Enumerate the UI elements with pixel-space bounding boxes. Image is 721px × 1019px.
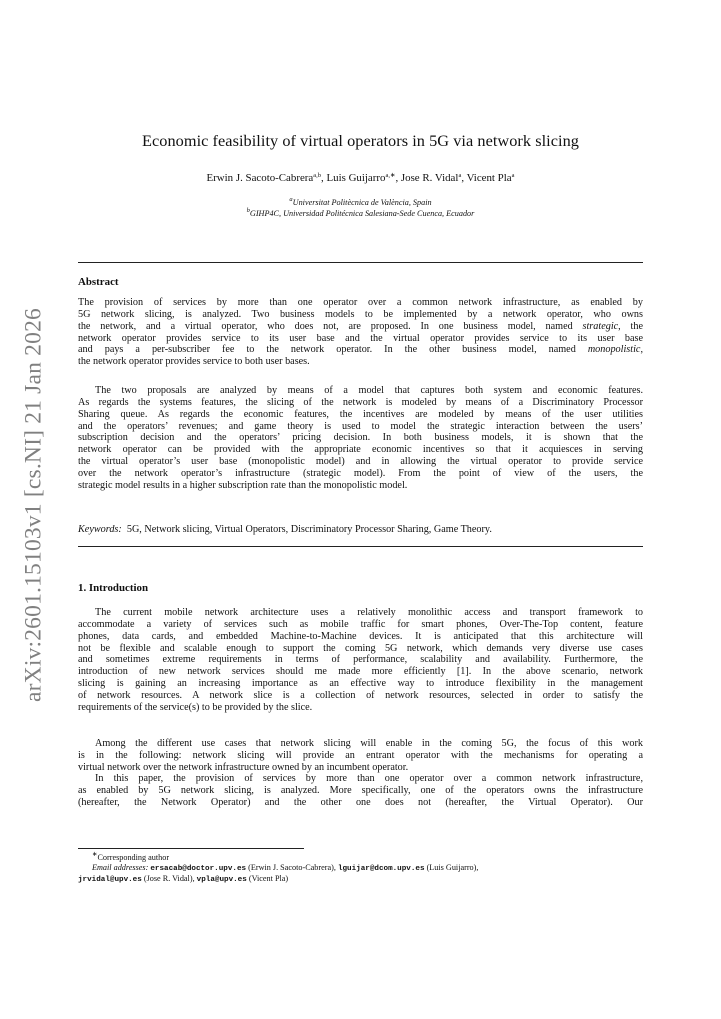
email-owner: (Erwin J. Sacoto-Cabrera), xyxy=(248,863,338,872)
paragraph-line: Among the different use cases that network slicing will enable in the coming 5G, the focus of this work xyxy=(95,738,643,749)
paragraph-line: The provision of services by more than one operator over a common network infrastructure, as enabled by xyxy=(78,297,643,308)
email-owner: (Jose R. Vidal), xyxy=(143,874,197,883)
paragraph-line: requirements of the service(s) to be provided by the slice. xyxy=(78,701,313,713)
abstract-heading: Abstract xyxy=(78,276,119,288)
paragraph-line: The two proposals are analyzed by means of a model that captures both system and economic features. xyxy=(95,385,643,396)
paragraph-line: of network resources. A network slice is a collection of network resources, selected in order to satisfy the xyxy=(78,689,643,701)
keywords-text: 5G, Network slicing, Virtual Operators, Discriminatory Processor Sharing, Game Theory. xyxy=(126,524,492,535)
paragraph-line: as enabled by 5G network slicing, is analyzed. More specifically, one of the operators owns the infrastructure xyxy=(78,784,643,796)
paragraph-line: and the operators’ revenues; and game theory is used to model the strategic interaction between the users’ xyxy=(78,420,643,432)
email-owner: (Luis Guijarro), xyxy=(426,863,479,872)
author-name: Vicent Pla xyxy=(466,172,512,184)
paragraph-line: subscription decision and the operators’ pricing decision. In both business models, it is shown that the xyxy=(78,432,643,444)
paragraph-line: (hereafter, the Network Operator) and the other one does not (hereafter, the Virtual Operator). Our xyxy=(78,796,643,808)
arxiv-identifier-stamp: arXiv:2601.15103v1 [cs.NI] 21 Jan 2026 xyxy=(20,308,47,702)
paragraph-line: accommodate a variety of services such as mobile traffic for smart phones, Over-The-Top content, feature xyxy=(78,618,643,630)
keywords xyxy=(78,524,492,535)
keywords-label: Keywords: xyxy=(78,524,122,535)
abstract-paragraph xyxy=(78,385,643,492)
author-name: Jose R. Vidal xyxy=(400,172,459,184)
author-separator: , xyxy=(395,172,401,184)
paragraph-line: introduction of new network services should me made more efficiently [1]. In the above scenario, network xyxy=(78,666,643,678)
paragraph-line: strategic model results in a higher subscription rate than the monopolistic model. xyxy=(78,479,408,491)
paragraph-line: and sometimes extreme requirements in terms of performance, scalability and availability. Furthermore, the xyxy=(78,654,643,666)
affiliation-text: Universitat Politècnica de València, Spain xyxy=(292,198,432,207)
author-name: Luis Guijarro xyxy=(326,172,386,184)
footnote-text: Corresponding author xyxy=(97,853,170,862)
abstract-top-rule xyxy=(78,262,643,263)
paragraph-line: the virtual operator’s user base (monopolistic model) and in allowing the virtual operator to provide service xyxy=(78,456,643,468)
paragraph-line: and pays a per-subscriber fee to the network operator. In the other business model, named monopolistic, xyxy=(78,344,643,356)
paragraph-line: The current mobile network architecture uses a relatively monolithic access and transport framework to xyxy=(95,607,643,618)
abstract-paragraph xyxy=(78,297,643,368)
paragraph-line: not be flexible and scalable enough to support the coming 5G network, which demands very diverse use cases xyxy=(78,642,643,654)
affiliation xyxy=(0,209,721,218)
body-paragraph xyxy=(78,607,643,714)
footnote-mark: ∗ xyxy=(92,851,98,858)
footnote-email-addresses-cont xyxy=(78,874,643,885)
author-affiliation-mark: a xyxy=(511,172,515,179)
paragraph-line: virtual network over the network infrastructure owned by an incumbent operator. xyxy=(78,761,409,773)
paragraph-line: the network operator provides service to both user bases. xyxy=(78,356,310,368)
email-owner: (Vicent Pla) xyxy=(248,874,289,883)
affiliation-mark: a xyxy=(289,196,293,203)
author-separator: , xyxy=(321,172,327,184)
author-name: Erwin J. Sacoto-Cabrera xyxy=(206,172,314,184)
body-paragraph xyxy=(78,738,643,774)
body-paragraph xyxy=(78,773,643,809)
paragraph-line: network operator can be provided with the appropriate economic incentives so that it acquiesces in serving xyxy=(78,444,643,456)
author-affiliation-mark: a,b xyxy=(313,172,322,179)
author-affiliation-mark: a,∗ xyxy=(385,172,396,179)
author-separator: , xyxy=(461,172,467,184)
email-link[interactable]: lguijar@dcom.upv.es xyxy=(337,865,425,873)
author-affiliation-mark: a xyxy=(458,172,462,179)
email-link[interactable]: vpla@upv.es xyxy=(196,876,247,884)
paragraph-line: As regards the systems features, the slicing of the network is modeled by means of a Discriminatory Processor xyxy=(78,396,643,408)
affiliation xyxy=(0,198,721,207)
affiliation-text: GIHP4C, Universidad Politécnica Salesiana-Sede Cuenca, Ecuador xyxy=(249,209,475,218)
footnote-rule xyxy=(78,848,304,849)
paragraph-line: is in the following: network slicing will provide an entrant operator with the mechanisms for operating a xyxy=(78,749,643,761)
paragraph-line: In this paper, the provision of services by more than one operator over a common network infrastructure, xyxy=(95,773,643,784)
paragraph-line: phones, data cards, and embedded Machine-to-Machine devices. It is anticipated that this architecture will xyxy=(78,630,643,642)
footnote-corresponding-author xyxy=(78,853,657,863)
paper-title: Economic feasibility of virtual operators in 5G via network slicing xyxy=(142,131,579,150)
paragraph-line: over the network operator’s infrastructure (strategic model). From the point of view of the users, the xyxy=(78,467,643,479)
section-heading: 1. Introduction xyxy=(78,582,148,594)
abstract-bottom-rule xyxy=(78,546,643,547)
email-label: Email addresses: xyxy=(92,863,149,872)
paragraph-line: Sharing queue. As regards the economic features, the incentives are modeled by means of the user utilities xyxy=(78,408,643,420)
email-link[interactable]: jrvidal@upv.es xyxy=(78,876,142,884)
paragraph-line: 5G network slicing, is analyzed. Two business models to be implemented by a network operator, who owns xyxy=(78,308,643,320)
email-link[interactable]: ersacab@doctor.upv.es xyxy=(150,865,247,873)
paragraph-line: slicing is gaining an increasing importance as an effective way to introduce flexibility in the management xyxy=(78,678,643,690)
paragraph-line: the network, and a virtual operator, who does not, are proposed. In one business model, named strategic, the xyxy=(78,320,643,332)
author-list xyxy=(0,172,721,184)
footnote-email-addresses xyxy=(78,863,657,874)
affiliation-mark: b xyxy=(246,207,250,214)
paragraph-line: network operator provides service to its user base and the virtual operator provides service to its user base xyxy=(78,332,643,344)
